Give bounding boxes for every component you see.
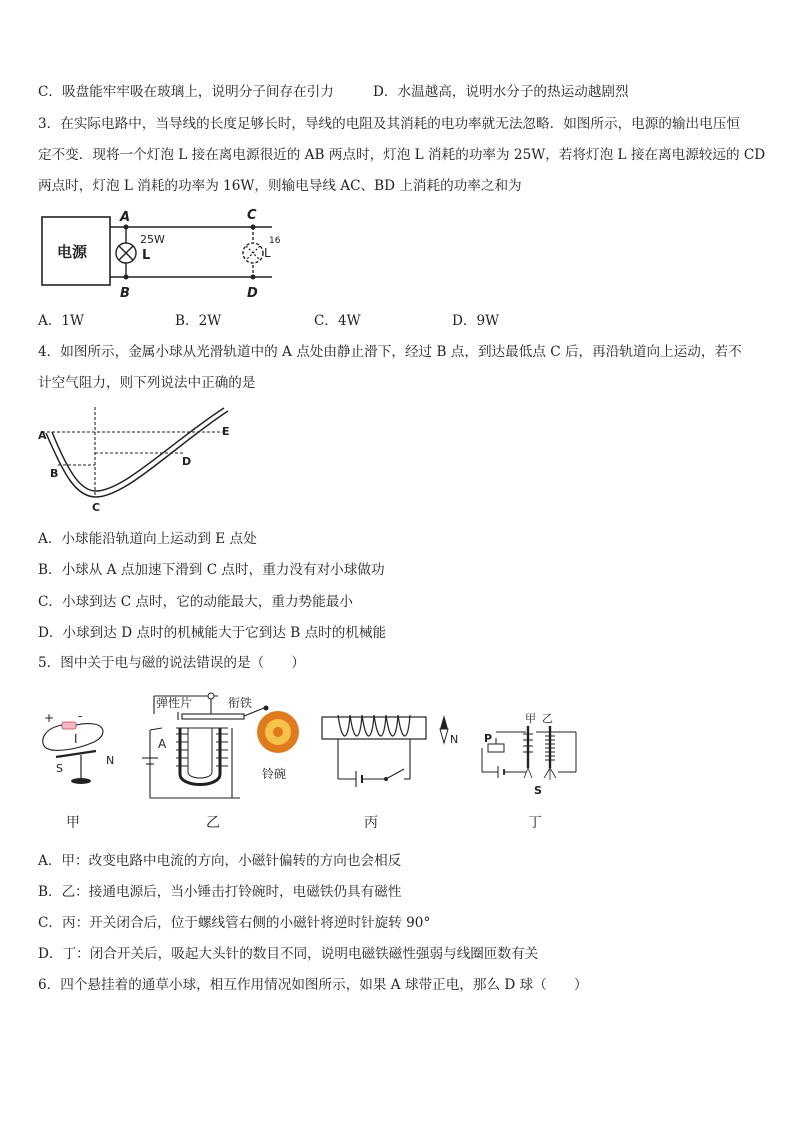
q3-option-c: C．4W xyxy=(314,313,361,329)
q5-figure-ding xyxy=(478,708,588,831)
bell-label: 铃碗 xyxy=(262,767,287,781)
q4-stem-line2: 计空气阻力，则下列说法中正确的是 xyxy=(38,375,256,391)
q5-option-a: A．甲：改变电路中电流的方向，小磁针偏转的方向也会相反 xyxy=(38,853,402,869)
jia-n-label: N xyxy=(106,754,115,767)
jia-minus-sign: - xyxy=(78,709,83,723)
armature-label: 衔铁 xyxy=(228,696,253,710)
track-point-b: B xyxy=(50,467,59,480)
jia-current-label: I xyxy=(74,732,78,746)
power-note-25w: 25W xyxy=(140,233,165,246)
q3-option-b: B．2W xyxy=(175,313,222,329)
track-point-a: A xyxy=(38,429,47,442)
q5-caption-yi: 乙 xyxy=(206,815,220,831)
q5-option-b: B．乙：接通电源后，当小锤击打铃碗时，电磁铁仍具有磁性 xyxy=(38,884,402,900)
q6-stem: 6．四个悬挂着的通草小球，相互作用情况如图所示，如果 A 球带正电，那么 D 球（ ） xyxy=(38,977,588,993)
q4-option-d: D．小球到达 D 点时的机械能大于它到达 B 点时的机械能 xyxy=(38,625,387,641)
q5-figure-jia xyxy=(36,708,131,831)
q4-option-b: B．小球从 A 点加速下滑到 C 点时，重力没有对小球做功 xyxy=(38,562,385,578)
lamp-label-far: L xyxy=(264,246,271,260)
point-a-label: A xyxy=(120,210,131,225)
q5-stem: 5．图中关于电与磁的说法错误的是（ ） xyxy=(38,655,305,671)
ding-s-label: S xyxy=(534,784,542,797)
jia-s-label: S xyxy=(56,762,63,775)
q5-caption-jia: 甲 xyxy=(66,815,80,831)
yi-a-label: A xyxy=(158,737,167,751)
q2-option-d: D．水温越高，说明水分子的热运动越剧烈 xyxy=(373,84,629,100)
q3-stem-line2: 定不变．现将一个灯泡 L 接在离电源很近的 AB 两点时，灯泡 L 消耗的功率为 25W，若将灯泡 L 接在离电源较远的 CD xyxy=(38,147,766,163)
spring-label: 弹性片 xyxy=(156,696,193,710)
jia-plus-sign: + xyxy=(44,711,55,725)
q5-caption-ding: 丁 xyxy=(528,815,542,831)
track-point-d: D xyxy=(182,455,192,468)
q3-stem-line3: 两点时，灯泡 L 消耗的功率为 16W，则输电导线 AC、BD 上消耗的功率之和为 xyxy=(38,178,522,194)
ding-yi-label: 乙 xyxy=(542,712,553,725)
q3-option-d: D．9W xyxy=(452,313,500,329)
q3-stem-line1: 3．在实际电路中，当导线的长度足够长时，导线的电阻及其消耗的电功率就无法忽略．如图所示，电源的输出电压恒 xyxy=(38,116,740,132)
q3-option-a: A．1W xyxy=(38,313,85,329)
q2-option-c: C．吸盘能牢牢吸在玻璃上，说明分子间存在引力 xyxy=(38,84,334,100)
ding-p-label: P xyxy=(484,732,493,745)
q4-track-figure xyxy=(36,405,236,517)
power-source-label: 电源 xyxy=(57,243,88,261)
power-note-16: 16 xyxy=(269,236,280,246)
q5-option-c: C．丙：开关闭合后，位于螺线管右侧的小磁针将逆时针旋转 90° xyxy=(38,915,431,931)
point-b-label: B xyxy=(120,286,130,301)
q4-option-c: C．小球到达 C 点时，它的动能最大，重力势能最小 xyxy=(38,594,353,610)
q4-stem-line1: 4．如图所示，金属小球从光滑轨道中的 A 点处由静止滑下，经过 B 点，到达最低点 C 后，再沿轨道向上运动，若不 xyxy=(38,344,742,360)
q5-figure-yi xyxy=(136,688,311,831)
q4-option-a: A．小球能沿轨道向上运动到 E 点处 xyxy=(38,531,257,547)
q3-circuit-figure xyxy=(40,203,280,303)
track-point-e: E xyxy=(222,425,230,438)
point-c-label: C xyxy=(247,208,257,223)
q5-figure-bing xyxy=(320,713,470,831)
q5-option-d: D．丁：闭合开关后，吸起大头针的数目不同，说明电磁铁磁性强弱与线圈匝数有关 xyxy=(38,946,539,962)
point-d-label: D xyxy=(247,286,258,301)
ding-jia-label: 甲 xyxy=(525,712,536,725)
track-point-c: C xyxy=(92,501,101,514)
lamp-label-near: L xyxy=(142,248,151,263)
bing-n-label: N xyxy=(450,733,459,746)
q5-caption-bing: 丙 xyxy=(364,815,378,831)
